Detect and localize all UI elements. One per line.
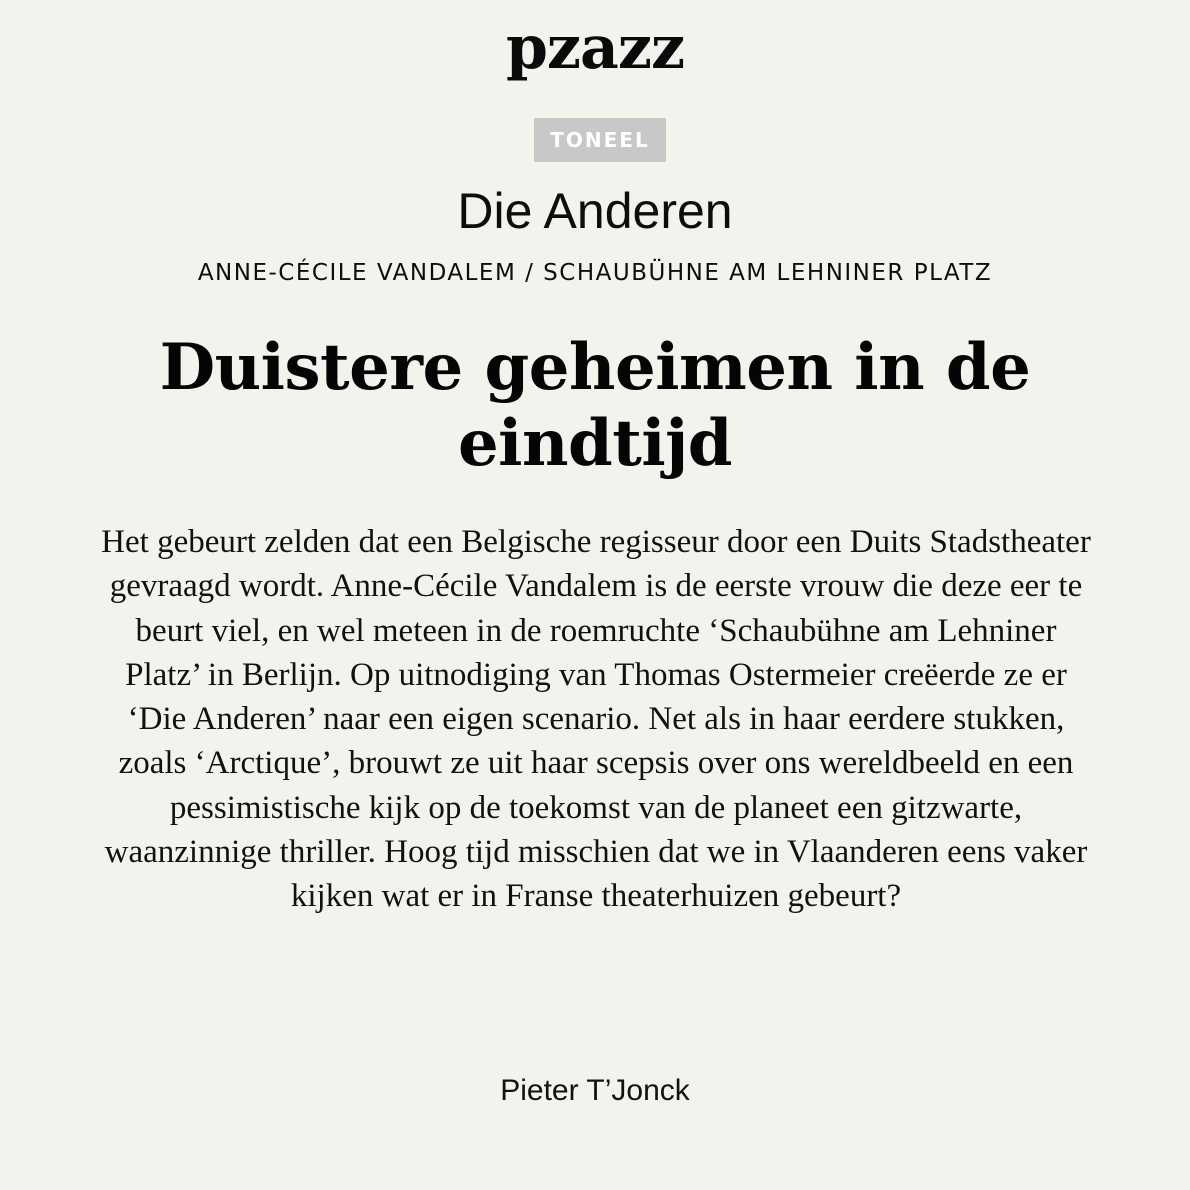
production-credits: ANNE-CÉCILE VANDALEM / SCHAUBÜHNE AM LEHNINER PLATZ bbox=[197, 260, 993, 286]
article-headline: Duistere geheimen in de eindtijd bbox=[159, 330, 1031, 481]
category-badge[interactable]: TONEEL bbox=[534, 118, 666, 162]
article-author: Pieter T’Jonck bbox=[500, 1074, 690, 1107]
production-title: Die Anderen bbox=[457, 183, 733, 239]
site-logo[interactable]: pzazz bbox=[505, 13, 685, 83]
article-intro: Het gebeurt zelden dat een Belgische regisseur door een Duits Stadstheater gevraagd wordt. Anne-Cécile Vandalem is de eerste vrouw die deze eer te beurt viel, en wel meteen in de roemruchte ‘Schaubühne am Lehniner Platz’ in Berlijn. Op uitnodiging van Thomas Ostermeier creëerde ze er ‘Die Anderen’ naar een eigen scenario. Net als in haar eerdere stukken, zoals ‘Arctique’, brouwt ze uit haar scepsis over ons wereldbeeld en een pessimistische kijk op de toekomst van de planeet een gitzwarte, waanzinnige thriller. Hoog tijd misschien dat we in Vlaanderen eens vaker kijken wat er in Franse theaterhuizen gebeurt? bbox=[101, 524, 1091, 915]
